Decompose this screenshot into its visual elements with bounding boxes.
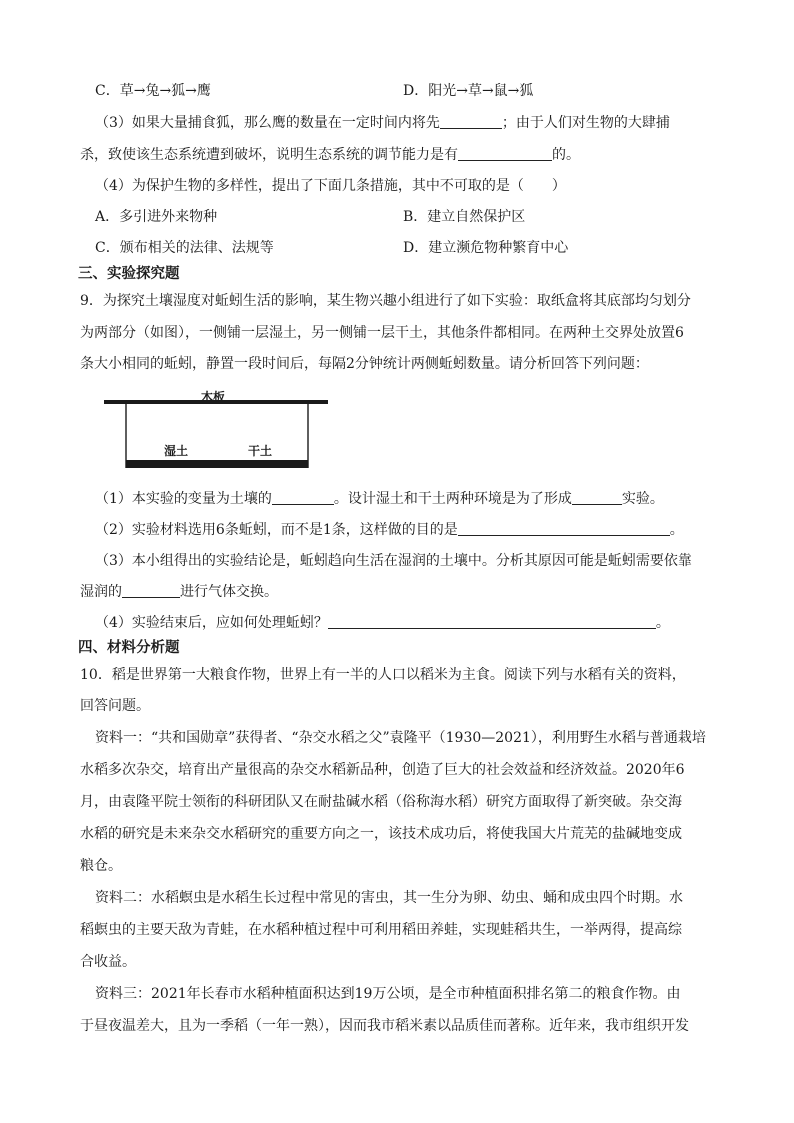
section-heading-material: 四、材料分析题	[78, 640, 180, 656]
q8-sub3-text-d: 的。	[552, 147, 580, 163]
q8-sub3-text-a: （3）如果大量捕食狐，那么鹰的数量在一定时间内将先	[95, 115, 440, 131]
answer-blank[interactable]	[572, 489, 622, 505]
experiment-diagram	[104, 388, 328, 472]
q9-sub3-line1: （3）本小组得出的实验结论是，蚯蚓趋向生活在湿润的土壤中。分析其原因可能是蚯蚓需要依靠	[95, 553, 692, 569]
q8-sub3-line1	[95, 113, 670, 133]
soil-layer	[126, 460, 308, 468]
q8-option-d: D．建立濒危物种繁育中心	[403, 240, 569, 256]
q9-para-line2: 为两部分（如图），一侧铺一层湿土，另一侧铺一层干土，其他条件都相同。在两种土交界处放置6	[80, 325, 684, 341]
answer-blank[interactable]	[458, 520, 670, 536]
q9-sub3-text-c: 进行气体交换。	[180, 584, 278, 600]
label-dry-soil: 干土	[248, 444, 273, 458]
label-board: 木板	[201, 390, 226, 404]
q8-option-b: B．建立自然保护区	[403, 209, 526, 225]
q8-option-d1: D．阳光→草→鼠→狐	[403, 83, 534, 99]
answer-blank[interactable]	[440, 113, 502, 129]
q8-sub4: （4）为保护生物的多样性，提出了下面几条措施，其中不可取的是（ ）	[95, 178, 566, 194]
q10-para-line1: 10．稻是世界第一大粮食作物，世界上有一半的人口以稻米为主食。阅读下列与水稻有关的资料，	[80, 667, 686, 683]
q10-material1-line3: 月，由袁隆平院士领衔的科研团队又在耐盐碱水稻（俗称海水稻）研究方面取得了新突破。杂交海	[80, 794, 682, 810]
q10-material1-line2: 水稻多次杂交，培育出产量很高的杂交水稻新品种，创造了巨大的社会效益和经济效益。2020年6	[80, 762, 685, 778]
section-heading-experiment: 三、实验探究题	[78, 266, 180, 282]
q10-para-line2: 回答问题。	[80, 698, 150, 714]
q9-sub4-text-a: （4）实验结束后，应如何处理蚯蚓？	[95, 615, 328, 631]
q9-sub1-text-c: 实验。	[621, 491, 664, 507]
q10-material1-line1: 资料一：“共和国勋章”获得者、“杂交水稻之父”袁隆平（1930—2021），利用野生水稻与普通栽培	[95, 730, 706, 746]
answer-blank[interactable]	[122, 582, 180, 598]
q10-material1-line5: 粮仓。	[80, 858, 122, 874]
q10-material3-line2: 于昼夜温差大，且为一季稻（一年一熟），因而我市稻米素以品质佳而著称。近年来，我市组织开发	[80, 1018, 689, 1034]
q8-sub3-text-c: 杀，致使该生态系统遭到破坏，说明生态系统的调节能力是有	[80, 147, 458, 163]
q9-sub1	[95, 489, 664, 509]
answer-blank[interactable]	[272, 489, 334, 505]
q9-sub3-line2	[80, 582, 278, 602]
q9-sub2-text-a: （2）实验材料选用6条蚯蚓，而不是1条，这样做的目的是	[95, 522, 458, 538]
q9-sub1-text-b: 。设计湿土和干土两种环境是为了形成	[333, 491, 572, 507]
q9-para-line3: 条大小相同的蚯蚓，静置一段时间后，每隔2分钟统计两侧蚯蚓数量。请分析回答下列问题：	[80, 356, 649, 372]
q10-material1-line4: 水稻的研究是未来杂交水稻研究的重要方向之一，该技术成功后，将使我国大片荒芜的盐碱地变成	[80, 826, 682, 842]
q8-option-a: A．多引进外来物种	[95, 209, 218, 225]
q9-para-line1: 9．为探究土壤湿度对蚯蚓生活的影响，某生物兴趣小组进行了如下实验：取纸盒将其底部均匀划分	[80, 293, 691, 309]
q9-sub2-text-b: 。	[669, 522, 684, 538]
q10-material3-line1: 资料三：2021年长春市水稻种植面积达到19万公顷，是全市种植面积排名第二的粮食作物。由	[95, 986, 681, 1002]
q9-sub2	[95, 520, 684, 540]
q10-material2-line1: 资料二：水稻螟虫是水稻生长过程中常见的害虫，其一生分为卵、幼虫、蛹和成虫四个时期。水	[95, 890, 683, 906]
q9-sub4-text-b: 。	[655, 615, 670, 631]
q10-material2-line2: 稻螟虫的主要天敌为青蛙，在水稻种植过程中可利用稻田养蛙，实现蛙稻共生，一举两得，提高综	[80, 922, 682, 938]
answer-blank[interactable]	[328, 613, 656, 629]
q9-sub1-text-a: （1）本实验的变量为土壤的	[95, 491, 272, 507]
answer-blank[interactable]	[458, 145, 552, 161]
q8-option-c1: C．草→兔→狐→鹰	[95, 83, 211, 99]
label-wet-soil: 湿土	[164, 444, 189, 458]
q8-sub3-text-b: ；由于人们对生物的大肆捕	[501, 115, 670, 131]
q8-sub3-line2	[80, 145, 580, 165]
q9-sub4	[95, 613, 670, 633]
q8-option-c: C．颁布相关的法律、法规等	[95, 240, 274, 256]
q10-material2-line3: 合收益。	[80, 954, 136, 970]
q9-sub3-text-b: 湿润的	[80, 584, 122, 600]
